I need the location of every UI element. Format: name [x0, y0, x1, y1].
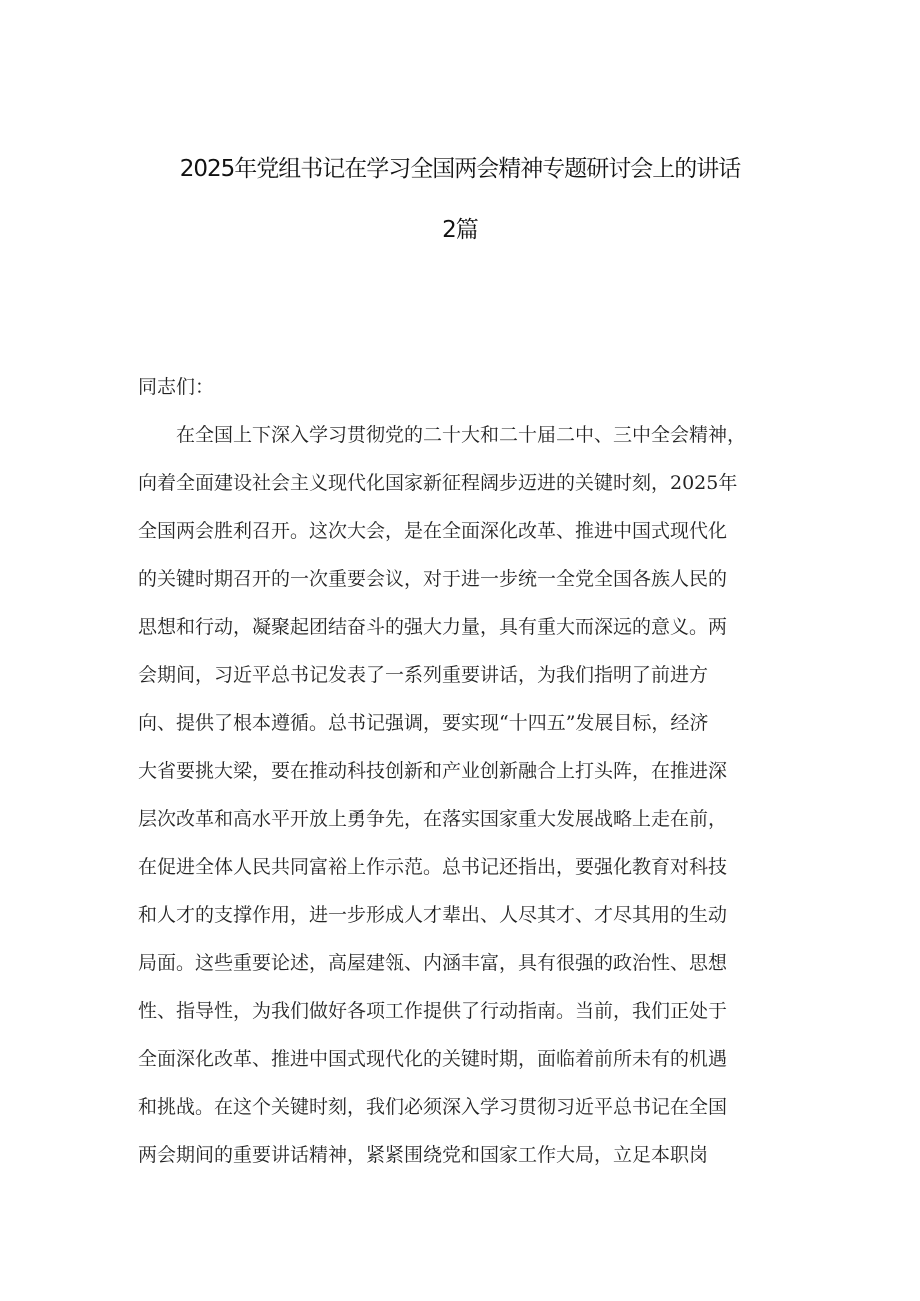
paragraph-line: 向着全面建设社会主义现代化国家新征程阔步迈进的关键时刻，2025年: [138, 472, 738, 494]
paragraph-line: 向、提供了根本遵循。总书记强调，要实现“十四五”发展目标，经济: [138, 712, 709, 734]
salutation: 同志们：: [138, 376, 215, 398]
paragraph-line: 的关键时期召开的一次重要会议，对于进一步统一全党全国各族人民的: [138, 568, 728, 590]
paragraph-line: 全面深化改革、推进中国式现代化的关键时期，面临着前所未有的机遇: [138, 1048, 728, 1070]
paragraph-line: 大省要挑大梁，要在推动科技创新和产业创新融合上打头阵，在推进深: [138, 760, 728, 782]
document-title: 2025年党组书记在学习全国两会精神专题研讨会上的讲话: [179, 156, 741, 182]
paragraph-line: 和挑战。在这个关键时刻，我们必须深入学习贯彻习近平总书记在全国: [138, 1096, 728, 1118]
paragraph-line: 思想和行动，凝聚起团结奋斗的强大力量，具有重大而深远的意义。两: [138, 616, 728, 638]
paragraph-line: 两会期间的重要讲话精神，紧紧围绕党和国家工作大局，立足本职岗: [138, 1144, 709, 1166]
paragraph-line: 层次改革和高水平开放上勇争先，在落实国家重大发展战略上走在前，: [138, 808, 728, 830]
paragraph-line: 和人才的支撑作用，进一步形成人才辈出、人尽其才、才尽其用的生动: [138, 904, 728, 926]
paragraph-line: 全国两会胜利召开。这次大会，是在全面深化改革、推进中国式现代化: [138, 520, 728, 542]
document-subtitle: 2篇: [442, 217, 478, 243]
paragraph-line: 在全国上下深入学习贯彻党的二十大和二十届二中、三中全会精神，: [176, 424, 747, 446]
paragraph-line: 在促进全体人民共同富裕上作示范。总书记还指出，要强化教育对科技: [138, 856, 728, 878]
paragraph-line: 局面。这些重要论述，高屋建瓴、内涵丰富，具有很强的政治性、思想: [138, 952, 728, 974]
paragraph-line: 会期间，习近平总书记发表了一系列重要讲话，为我们指明了前进方: [138, 664, 709, 686]
paragraph-line: 性、指导性，为我们做好各项工作提供了行动指南。当前，我们正处于: [138, 1000, 728, 1022]
